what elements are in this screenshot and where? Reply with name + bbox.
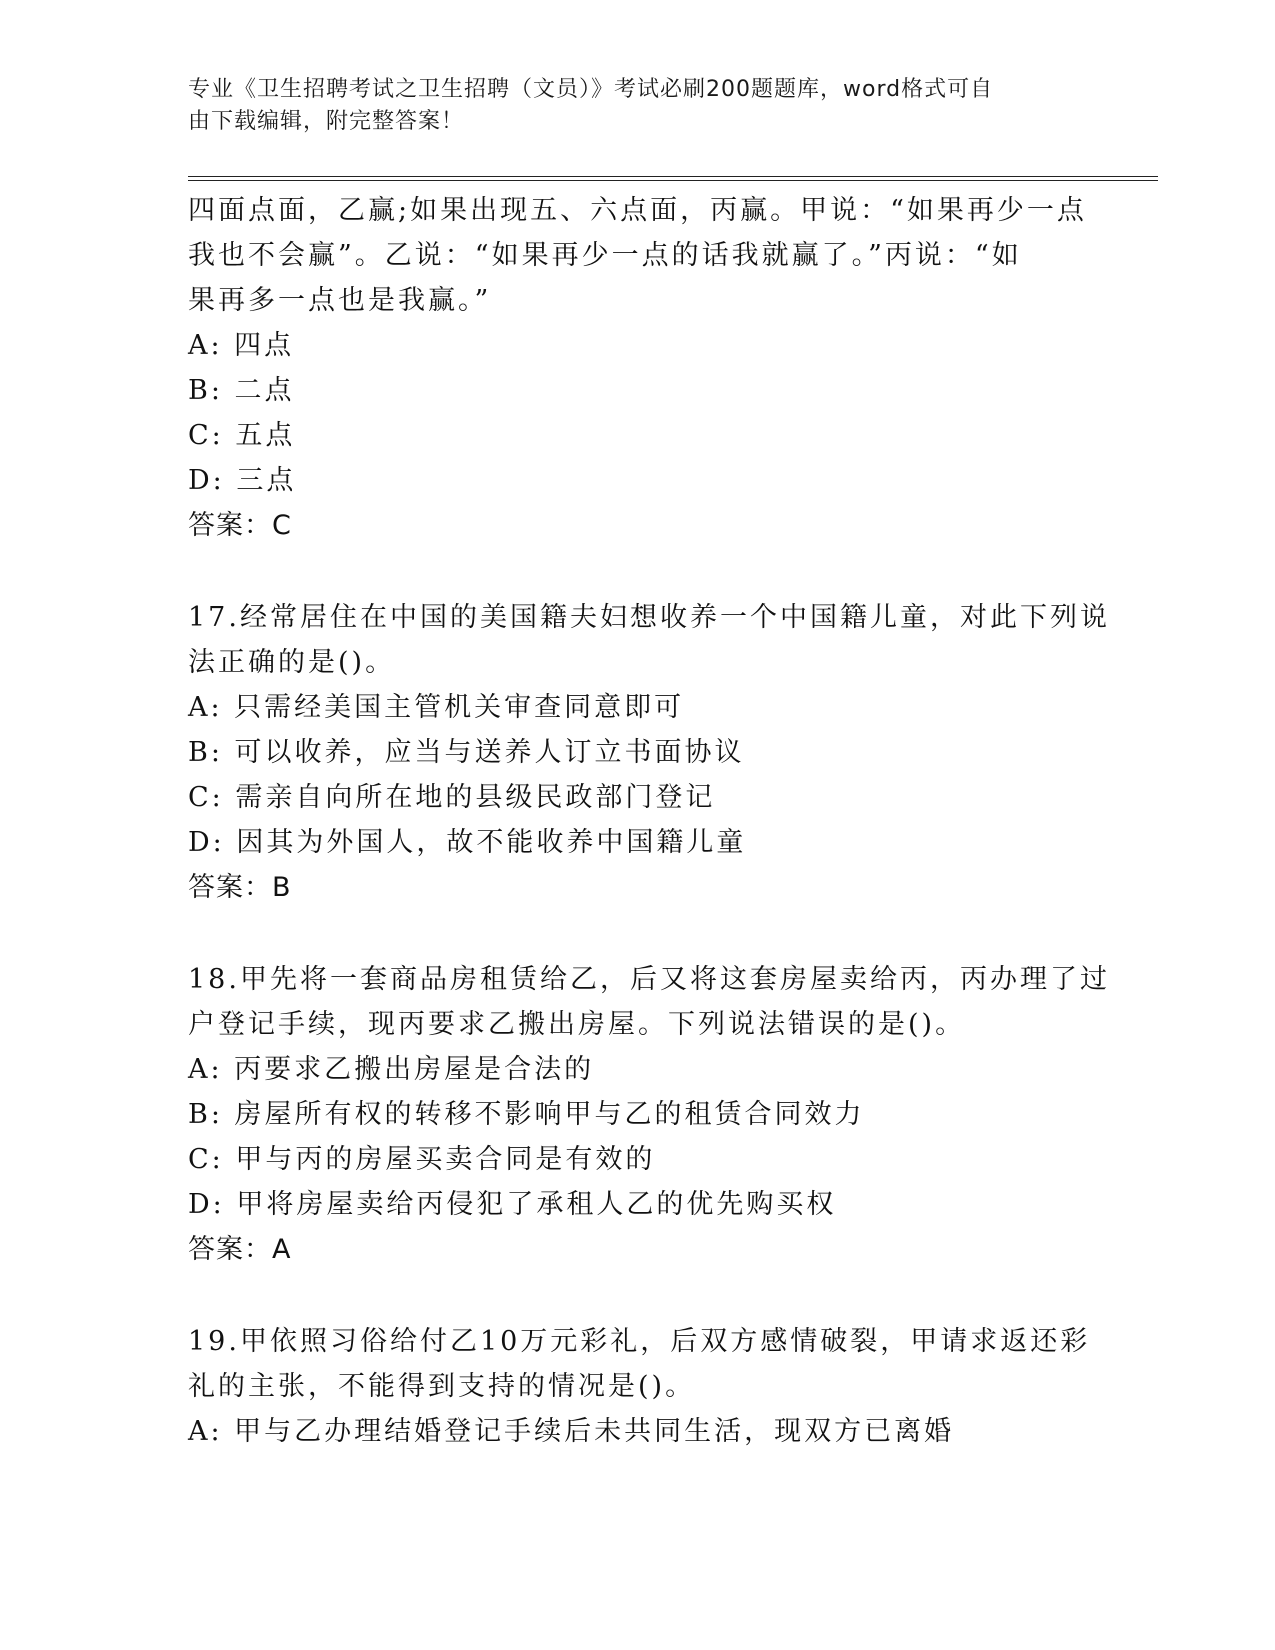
option-a: A: 只需经美国主管机关审查同意即可 [188, 692, 685, 723]
option-c: C: 需亲自向所在地的县级民政部门登记 [188, 782, 716, 813]
option-d: D: 三点 [188, 465, 297, 496]
question-stem-line: 礼的主张，不能得到支持的情况是()。 [188, 1371, 696, 1402]
option-a: A: 四点 [188, 330, 295, 361]
question-stem-line: 18.甲先将一套商品房租赁给乙，后又将这套房屋卖给丙，丙办理了过 [188, 964, 1110, 995]
question-16 [188, 188, 1088, 548]
option-d: D: 甲将房屋卖给丙侵犯了承租人乙的优先购买权 [188, 1189, 837, 1220]
option-c: C: 五点 [188, 420, 296, 451]
question-stem-line: 我也不会赢”。乙说：“如果再少一点的话我就赢了。”丙说：“如 [188, 240, 1022, 271]
question-18 [188, 957, 1110, 1272]
spacer [188, 548, 1088, 595]
spacer [188, 910, 1088, 957]
option-c: C: 甲与丙的房屋买卖合同是有效的 [188, 1144, 656, 1175]
option-a: A: 甲与乙办理结婚登记手续后未共同生活，现双方已离婚 [188, 1416, 955, 1447]
header-divider [188, 176, 1158, 181]
question-17 [188, 595, 1110, 910]
answer-label: 答案：B [188, 872, 292, 903]
option-b: B: 可以收养，应当与送养人订立书面协议 [188, 737, 745, 768]
answer-label: 答案：C [188, 510, 292, 541]
question-stem-line: 17.经常居住在中国的美国籍夫妇想收养一个中国籍儿童，对此下列说 [188, 602, 1110, 633]
option-b: B: 房屋所有权的转移不影响甲与乙的租赁合同效力 [188, 1099, 865, 1130]
document-header [188, 74, 1088, 138]
answer-label: 答案：A [188, 1234, 292, 1265]
question-stem-line: 户登记手续，现丙要求乙搬出房屋。下列说法错误的是()。 [188, 1009, 966, 1040]
header-line-2: 由下载编辑，附完整答案！ [188, 109, 465, 134]
question-stem-line: 四面点面，乙赢;如果出现五、六点面，丙赢。甲说：“如果再少一点 [188, 195, 1087, 226]
option-d: D: 因其为外国人，故不能收养中国籍儿童 [188, 827, 747, 858]
question-stem-line: 法正确的是()。 [188, 647, 396, 678]
spacer [188, 1272, 1088, 1319]
question-list [188, 188, 1110, 1454]
question-stem-line: 19.甲依照习俗给付乙10万元彩礼，后双方感情破裂，甲请求返还彩 [188, 1326, 1091, 1357]
option-b: B: 二点 [188, 375, 295, 406]
question-stem-line: 果再多一点也是我赢。” [188, 285, 492, 316]
header-line-1: 专业《卫生招聘考试之卫生招聘（文员）》考试必刷200题题库，word格式可自 [188, 77, 994, 102]
question-19 [188, 1319, 1091, 1454]
option-a: A: 丙要求乙搬出房屋是合法的 [188, 1054, 595, 1085]
